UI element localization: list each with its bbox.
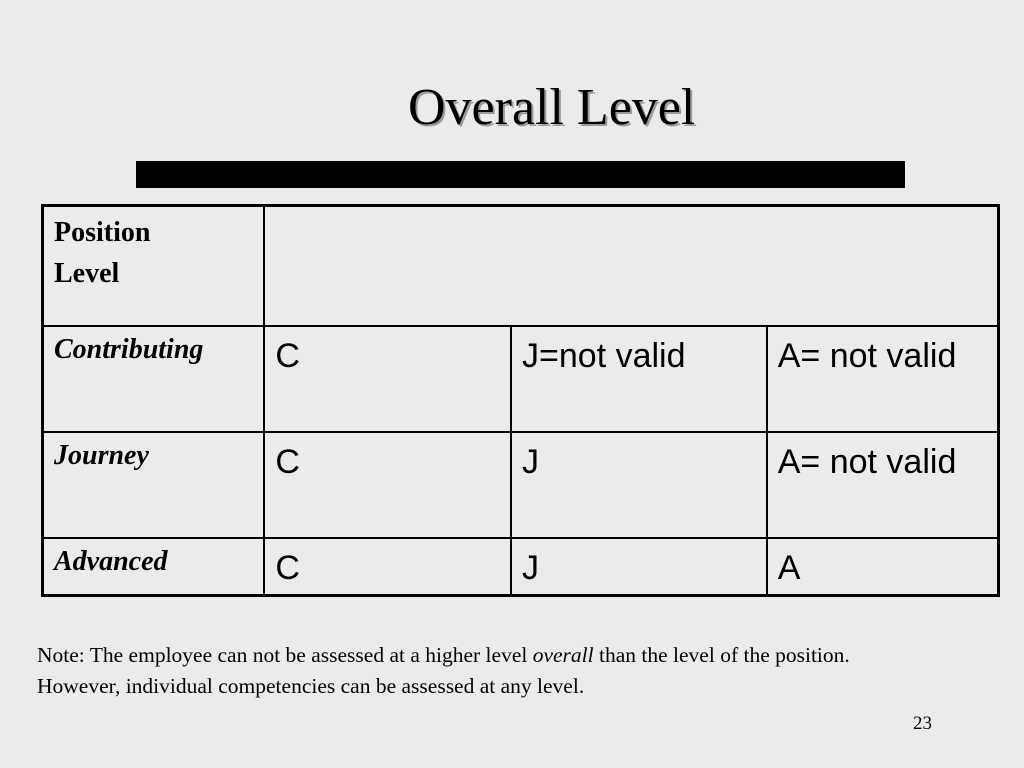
footnote-text-after: than the level of the position.	[593, 643, 850, 667]
table-row-advanced	[43, 538, 999, 596]
header-label-line-2: Level	[54, 257, 120, 289]
header-label-cell	[43, 206, 265, 327]
cell-journey-c: C	[275, 443, 300, 481]
footnote	[37, 640, 1017, 702]
row-label-cell	[43, 432, 265, 538]
position-level-table	[41, 204, 1000, 597]
cell-journey-a: A= not valid	[777, 443, 957, 481]
table-row-journey	[43, 432, 999, 538]
table-cell	[264, 326, 511, 432]
footnote-line-2: However, individual competencies can be assessed at any level.	[37, 674, 585, 698]
table-header-row	[43, 206, 999, 327]
cell-contributing-c: C	[275, 337, 300, 375]
table-cell	[767, 326, 999, 432]
row-label-contributing: Contributing	[54, 334, 204, 365]
cell-advanced-c: C	[275, 549, 300, 587]
table-cell	[511, 326, 767, 432]
row-label-journey: Journey	[54, 440, 149, 471]
table-row-contributing	[43, 326, 999, 432]
table-cell	[264, 432, 511, 538]
table-cell	[767, 538, 999, 596]
footnote-text-before: Note: The employee can not be assessed at a higher level	[37, 643, 533, 667]
header-empty-cell	[264, 206, 998, 327]
table-cell	[511, 432, 767, 538]
table-cell	[767, 432, 999, 538]
row-label-cell	[43, 538, 265, 596]
cell-advanced-a: A	[777, 549, 801, 587]
row-label-advanced: Advanced	[54, 546, 168, 577]
cell-journey-j: J	[522, 443, 540, 481]
cell-advanced-j: J	[522, 549, 540, 587]
cell-contributing-j: J=not valid	[522, 337, 686, 375]
table-cell	[264, 538, 511, 596]
row-label-cell	[43, 326, 265, 432]
title-underline-bar	[136, 161, 905, 188]
slide-title: Overall Level	[408, 79, 696, 136]
cell-contributing-a: A= not valid	[777, 337, 957, 375]
header-label-line-1: Position	[54, 217, 151, 248]
footnote-emphasis: overall	[532, 643, 594, 667]
table-cell	[511, 538, 767, 596]
page-number: 23	[913, 713, 932, 734]
